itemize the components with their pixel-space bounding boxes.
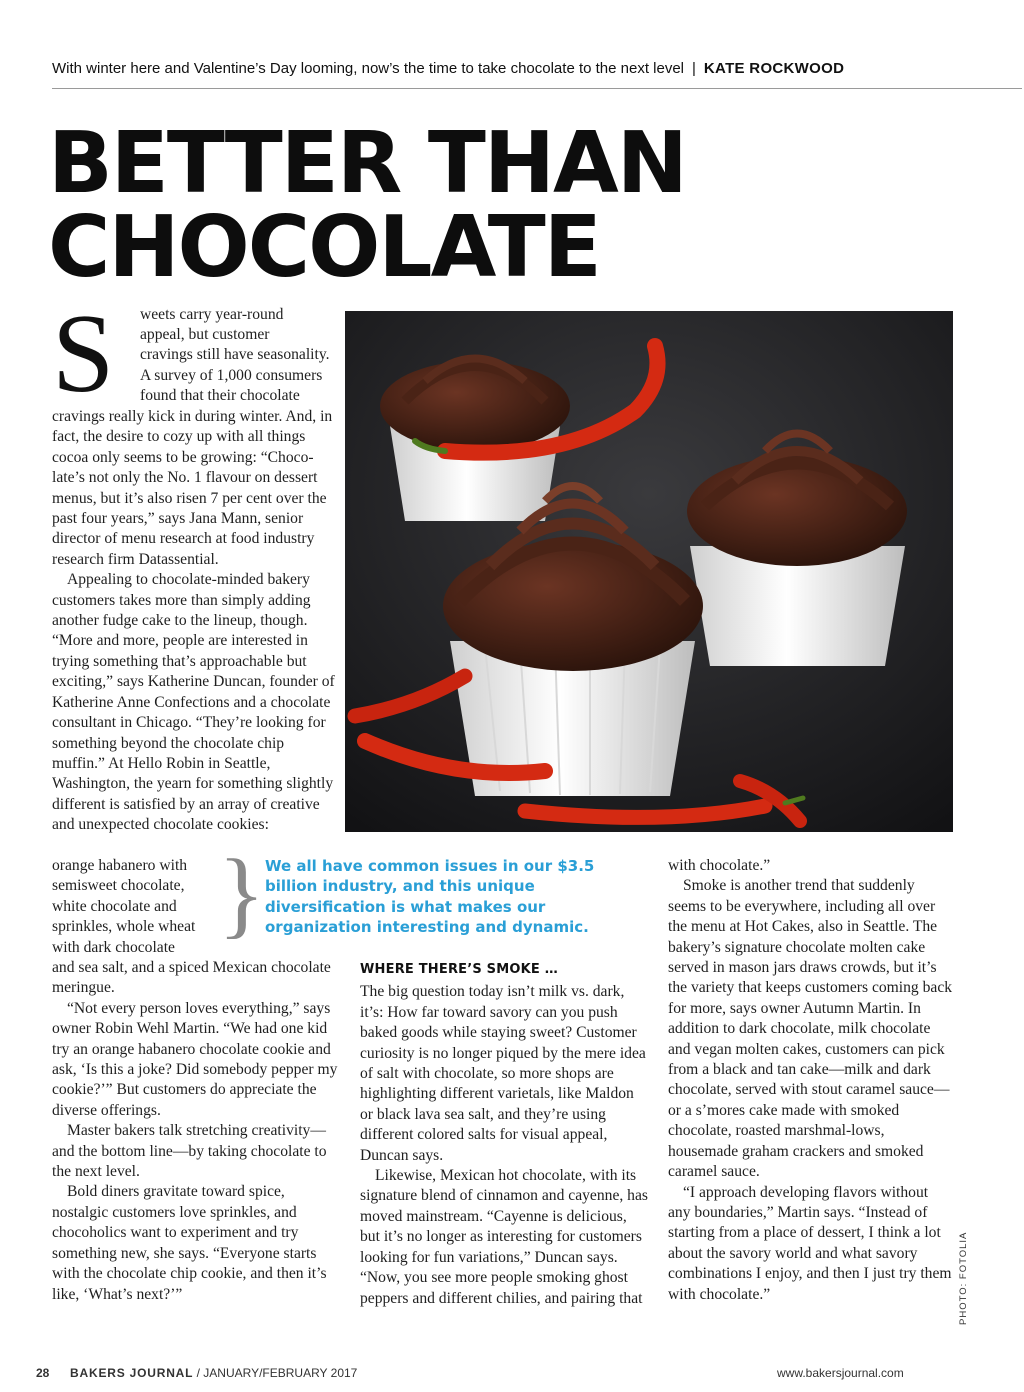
paragraph-5: Bold diners gravitate toward spice, nostalgic customers love sprinkles, and chocoholics want to experiment and try something new, she says. “Everyone starts with the chocolate chip cookie, and then it’s like, ‘What’s next?’” (52, 1183, 327, 1303)
paragraph-hot-cakes: Smoke is another trend that suddenly seems to be everywhere, including all over the menu at Hot Cakes, also in Seattle. The bakery’s signature chocolate molten cake served in mason jars draws crowds, but it’s the variety that keeps customers coming back for more, says owner Autumn Martin. In addition to dark chocolate, milk chocolate and vegan molten cakes, customers can pick from a black and tan cake—milk and dark chocolate, served with stout caramel sauce—or a s’mores cake made with smoked chocolate, roasted marshmal-lows, housemade graham crackers and smoked caramel sauce. (668, 877, 953, 1181)
narrow-line: with dark chocolate (52, 938, 175, 956)
subhead-smoke: WHERE THERE’S SMOKE … (360, 962, 558, 977)
author-byline: KATE ROCKWOOD (703, 60, 845, 77)
issue-date: / JANUARY/FEBRUARY 2017 (196, 1366, 358, 1380)
column-3 (668, 856, 954, 1305)
paragraph-2-tail: and sea salt, and a spiced Mexican chocolate meringue. (52, 959, 331, 997)
deck-separator: | (692, 60, 696, 77)
paragraph-1: cravings really kick in during winter. And, in fact, the desire to cozy up with all things cocoa only seems to be growing: “Choco-late’s not only the No. 1 flavour on dessert menus, but it’s also risen 7 per cent over the past four years,” says Jana Mann, senior director of menu research at food industry research firm Datassential. (52, 408, 333, 568)
footer-website[interactable]: www.bakersjournal.com (777, 1366, 904, 1380)
header-rule (52, 88, 1022, 89)
paragraph-continued: with chocolate.” (668, 857, 771, 874)
intro-line-5: found that their chocolate (140, 387, 300, 404)
magazine-name: BAKERS JOURNAL (70, 1366, 194, 1380)
page-number: 28 (36, 1366, 50, 1380)
narrow-line: sprinkles, whole wheat (52, 918, 196, 936)
paragraph-smoke-2: Likewise, Mexican hot chocolate, with its signature blend of cinnamon and cayenne, has moved mainstream. “Cayenne is delicious, but it’s no longer as interesting for customers looking for fun variations,” Duncan says. “Now, you see more people smoking ghost peppers and different chilies, and pairing that (360, 1167, 648, 1307)
paragraph-smoke-1: The big question today isn’t milk vs. dark, it’s: How far toward savory can you push baked goods while staying sweet? Customer curiosity is no longer piqued by the mere idea of salt with chocolate, so more shops are highlighting different varietals, like Maldon or black lava sea salt, and they’re using different colored salts for visual appeal, Duncan says. (360, 983, 646, 1164)
column-1-lower (52, 958, 342, 1305)
dropcap-container (52, 292, 136, 416)
headline (48, 114, 808, 297)
column-2 (360, 960, 648, 1309)
dropcap-letter: S (52, 292, 115, 416)
headline-line-2: CHOCOLATE (48, 198, 600, 297)
narrow-line: semisweet chocolate, (52, 877, 185, 895)
paragraph-martin-quote: “I approach developing flavors without any boundaries,” Martin says. “Instead of starting from a place of dessert, I think a lot about the savory world and what savory combinations I enjoy, and then I just try them with chocolate.” (668, 1183, 952, 1303)
paragraph-2: Appealing to chocolate-minded bakery customers takes more than simply adding another fudge cake to the lineup, though. “More and more, people are interested in trying something that’s approachable but exciting,” says Katherine Duncan, founder of Katherine Anne Confections and a chocolate consultant in Chicago. “They’re looking for something beyond the chocolate chip muffin.” At Hello Robin in Seattle, Washington, the yearn for something slightly different is satisfied by an array of creative and unexpected chocolate cookies: (52, 571, 335, 834)
column-1-narrow (52, 856, 222, 958)
narrow-line: orange habanero with (52, 857, 188, 874)
cupcake-photo (345, 311, 953, 832)
column-1-upper (52, 407, 340, 836)
intro-line-3: cravings still have seasonality. (140, 346, 330, 363)
narrow-line: white chocolate and (52, 897, 177, 915)
article-deck (52, 60, 977, 77)
intro-line-2: appeal, but customer (140, 326, 270, 343)
pullquote-bracket: } (218, 840, 266, 948)
intro-line-4: A survey of 1,000 consumers (140, 367, 323, 384)
footer-left (36, 1366, 357, 1380)
pullquote: We all have common issues in our $3.5 billion industry, and this unique diversification is what makes our organization interesting and dynamic. (265, 857, 595, 937)
cupcake-illustration (345, 311, 953, 832)
photo-credit: PHOTO: FOTOLIA (958, 1231, 969, 1325)
deck-text: With winter here and Valentine’s Day looming, now’s the time to take chocolate to the next level (52, 60, 685, 77)
paragraph-3: “Not every person loves everything,” says owner Robin Wehl Martin. “We had one kid try an orange habanero chocolate cookie and ask, ‘Is this a joke? Did somebody pepper my cookie?’” But customers do appreciate the diverse offerings. (52, 999, 338, 1119)
headline-line-1: BETTER THAN (48, 114, 686, 213)
intro-line-1: weets carry year-round (140, 306, 284, 323)
paragraph-4: Master bakers talk stretching creativity— and the bottom line—by taking chocolate to the next level. (52, 1122, 327, 1181)
